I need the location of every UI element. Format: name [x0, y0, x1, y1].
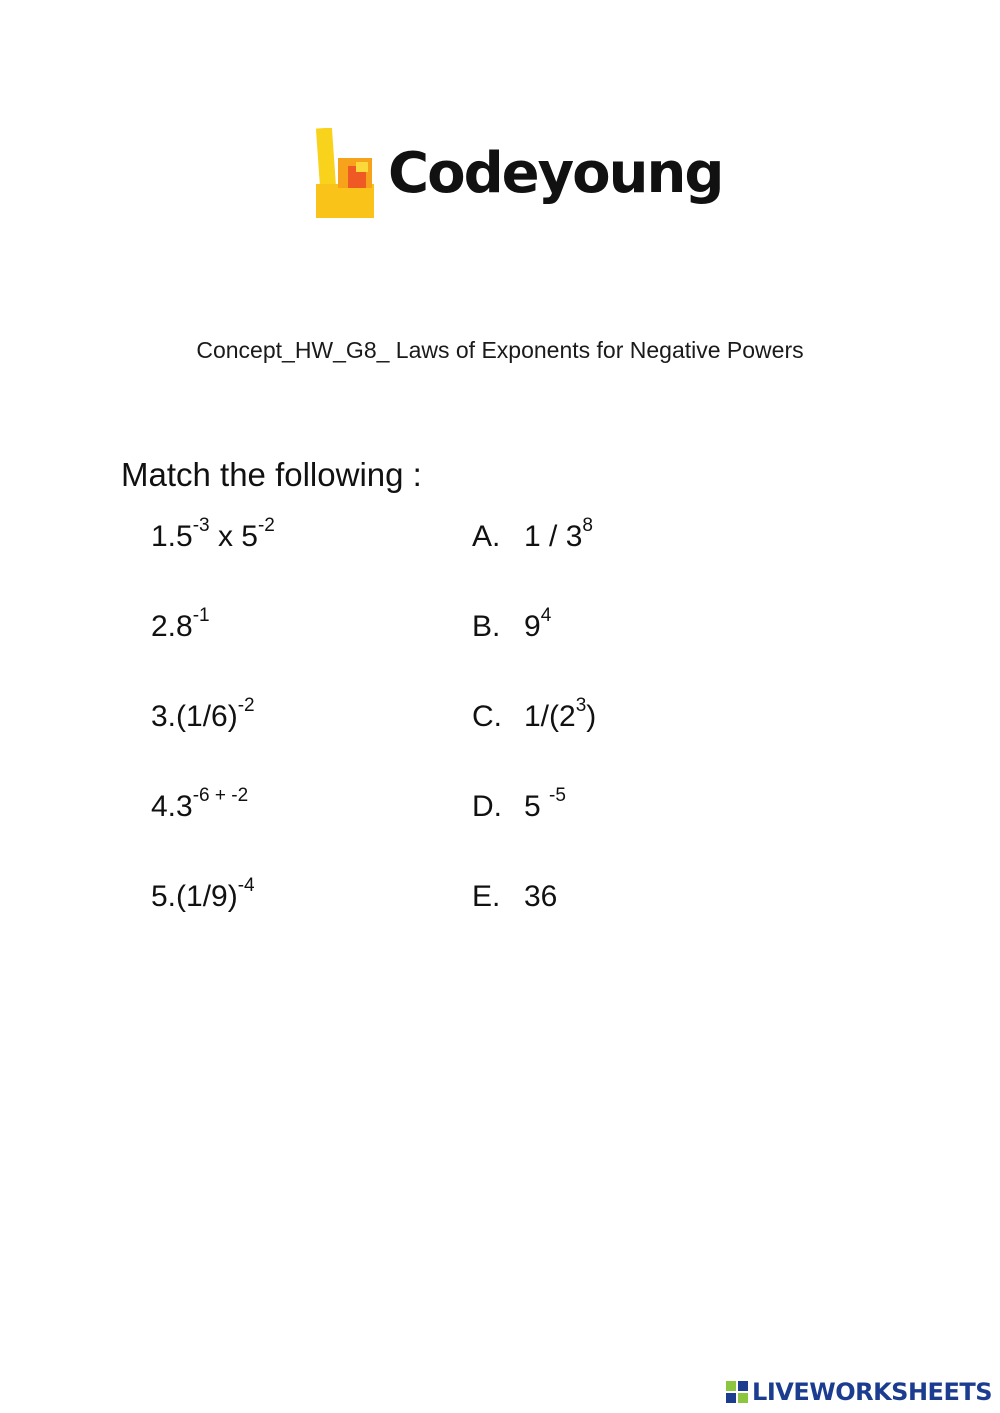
answer-option-a: A. $1 / 3^8$ [472, 515, 593, 553]
answer-option-e: E. 36 [472, 880, 558, 913]
answer-option-c: C. $1/(2^3)$ [472, 695, 597, 733]
question-item: $1.5^{-3}$ x $5^{-2}$ [151, 515, 275, 553]
answer-option-d: D. 5 $^{-5}$ [472, 785, 566, 823]
answer-option-b: B. $9^4$ [472, 605, 552, 643]
question-item: $3.(1/6)^{-2}$ [151, 695, 255, 733]
liveworksheets-brand [726, 1377, 992, 1407]
question-item: $4.3^{-6 + -2}$ [151, 785, 249, 823]
brand-name: LIVEWORKSHEETS [752, 1378, 992, 1406]
codeyoung-logo-icon [312, 128, 378, 220]
worksheet-title: Concept_HW_G8_ Laws of Exponents for Negative Powers [196, 337, 804, 363]
question-item: $5.(1/9)^{-4}$ [151, 875, 255, 913]
question-item: $2.8^{-1}$ [151, 605, 210, 643]
liveworksheets-logo-icon [726, 1381, 748, 1403]
instruction-text: Match the following : [121, 456, 422, 493]
logo-wordmark: Codeyoung [388, 141, 723, 206]
codeyoung-logo [312, 128, 723, 228]
